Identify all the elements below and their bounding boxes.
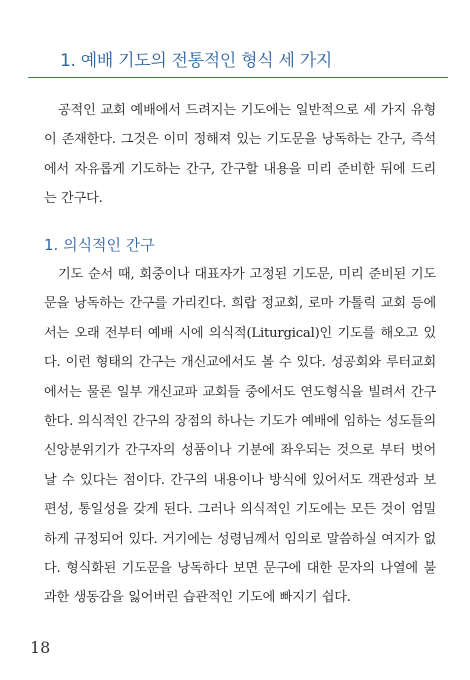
page-number: 18: [30, 638, 51, 657]
section-title: 1. 의식적인 간구: [44, 236, 155, 254]
chapter-heading: [28, 44, 448, 78]
section-body-paragraph: 기도 순서 때, 회중이나 대표자가 고정된 기도문, 미리 준비된 기도문을 낭독하는 간구를 가리킨다. 희랍 정교회, 로마 가톨릭 교회 등에서는 오래 전부터 예배 시에 의식적(Liturgical)인 기도를 해오고 있다. 이런 형태의 간구는 개신교에서도 볼 수 있다. 성공회와 루터교회에서는 물론 일부 개신교파 교회들 중에서도 연도형식을 빌려서 간구한다. 의식적인 간구의 장점의 하나는 기도가 예배에 임하는 성도들의 신앙분위기가 간구자의 성품이나 기분에 좌우되는 것으로 부터 벗어날 수 있다는 점이다. 간구의 내용이나 방식에 있어서도 객관성과 보편성, 통일성을 갖게 된다. 그러나 의식적인 기도에는 모든 것이 엄밀하게 규정되어 있다. 거기에는 성령님께서 임의로 말씀하실 여지가 없다. 형식화된 기도문을 낭독하다 보면 문구에 대한 문자의 나열에 불과한 생동감을 잃어버린 습관적인 기도에 빠지기 쉽다.: [44, 267, 436, 606]
intro-paragraph: 공적인 교회 예배에서 드려지는 기도에는 일반적으로 세 가지 유형이 존재한다. 그것은 이미 정해져 있는 기도문을 낭독하는 간구, 즉석에서 자유롭게 기도하는 간구, 간구할 내용을 미리 준비한 뒤에 드리는 간구다.: [44, 103, 436, 207]
chapter-title: 1. 예배 기도의 전통적인 형식 세 가지: [60, 51, 332, 71]
